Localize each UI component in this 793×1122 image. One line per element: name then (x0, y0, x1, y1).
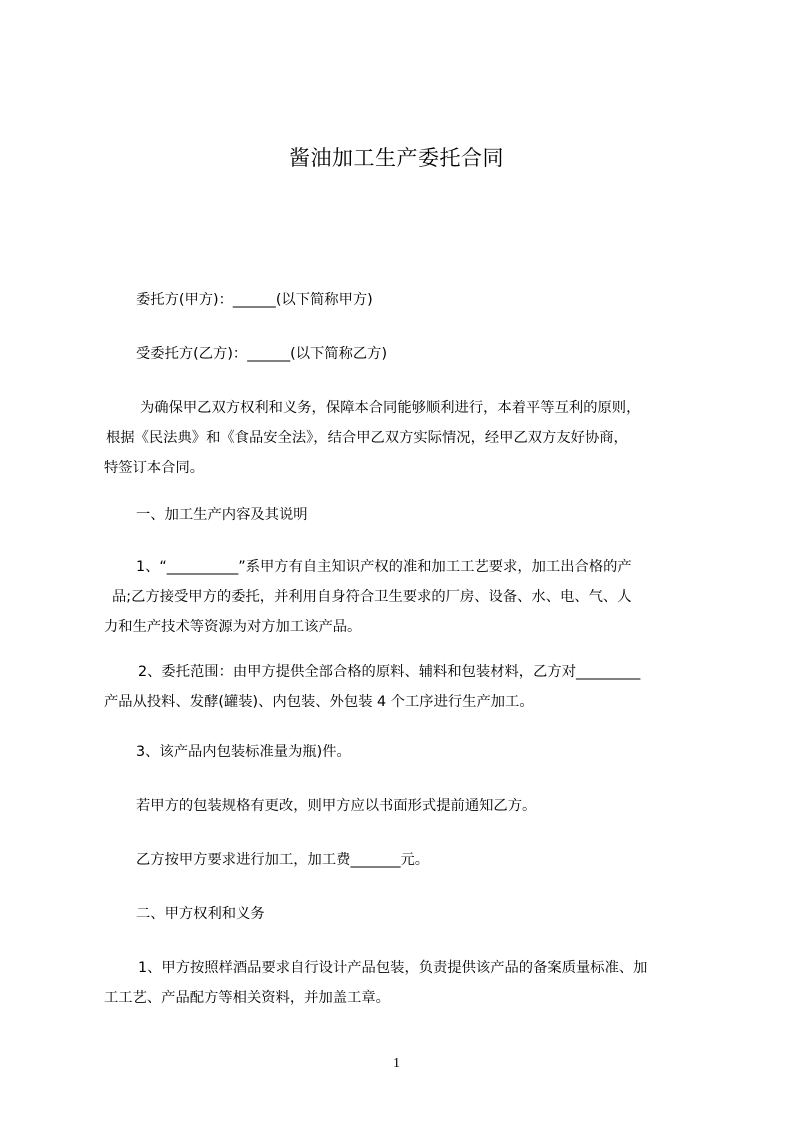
intro-line-1: 为确保甲乙双方权利和义务，保障本合同能够顺利进行，本着平等互利的原则， (140, 400, 641, 416)
party-b-line: 受委托方(乙方)：______(以下简称乙方) (136, 346, 388, 362)
section-2-heading: 二、甲方权利和义务 (136, 906, 265, 922)
section-1-heading: 一、加工生产内容及其说明 (136, 507, 308, 523)
intro-line-3: 特签订本合同。 (104, 460, 205, 476)
item-1-1-line-2: 品;乙方接受甲方的委托，并利用自身符合卫生要求的厂房、设备、水、电、气、人 (112, 589, 632, 605)
item-1-1-line-3: 力和生产技术等资源为对方加工该产品。 (104, 619, 362, 635)
intro-paragraph (104, 398, 640, 478)
item-2-1-line-2: 工工艺、产品配方等相关资料，并加盖工章。 (104, 990, 390, 1006)
item-1-2-paragraph (104, 662, 640, 712)
item-1-2-line-1: 2、委托范围：由甲方提供全部合格的原料、辅料和包装材料，乙方对_________ (138, 664, 641, 680)
item-2-1-paragraph (104, 958, 647, 1008)
page-number: 1 (393, 1056, 400, 1071)
intro-line-2: 根据《民法典》和《食品安全法》，结合甲乙双方实际情况，经甲乙双方友好协商， (106, 430, 628, 446)
processing-fee-line: 乙方按甲方要求进行加工，加工费_______元。 (136, 852, 430, 868)
item-1-2-line-2: 产品从投料、发酵(罐装)、内包装、外包装 4 个工序进行生产加工。 (104, 694, 534, 710)
item-2-1-line-1: 1、甲方按照样酒品要求自行设计产品包装，负责提供该产品的备案质量标准、加 (138, 960, 648, 976)
party-a-line: 委托方(甲方)：______(以下简称甲方) (136, 292, 373, 308)
contract-title: 酱油加工生产委托合同 (289, 146, 504, 170)
packaging-change-line: 若甲方的包装规格有更改，则甲方应以书面形式提前通知乙方。 (136, 798, 537, 814)
item-1-3-line: 3、该产品内包装标准量为瓶)件。 (136, 744, 351, 760)
item-1-1-paragraph (104, 557, 632, 637)
item-1-1-line-1: 1、“__________”系甲方有自主知识产权的准和加工工艺要求，加工出合格的产 (136, 559, 632, 575)
